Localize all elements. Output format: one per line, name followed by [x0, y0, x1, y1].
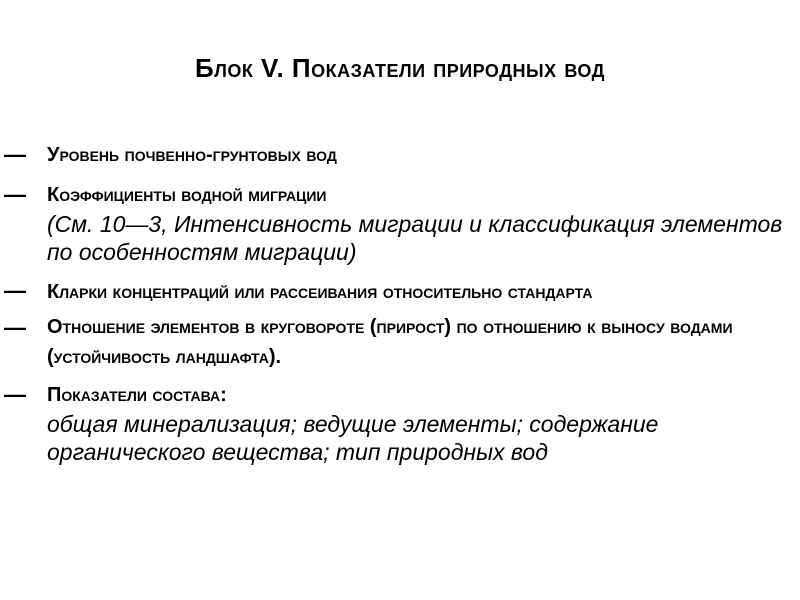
list-item — [0, 140, 800, 170]
bullet-list — [0, 140, 800, 474]
list-item — [0, 180, 800, 266]
item-heading: Коэффициенты водной миграции — [47, 184, 327, 206]
list-item — [0, 380, 800, 466]
list-item — [0, 312, 800, 372]
item-subtext: общая минерализация; ведущие элементы; содержание органического вещества; тип природных вод — [47, 411, 659, 465]
bullet-dash: — — [4, 278, 26, 303]
item-subtext: (См. 10—3, Интенсивность миграции и классификация элементов по особенностям миграции) — [47, 211, 783, 265]
bullet-dash: — — [4, 382, 26, 407]
item-heading: Показатели состава: — [47, 384, 227, 406]
bullet-dash: — — [4, 182, 26, 207]
bullet-dash: — — [4, 142, 26, 167]
item-heading: Отношение элементов в круговороте (прирост) по отношению к выносу водами (устойчивость ландшафта). — [47, 316, 733, 368]
item-heading: Уровень почвенно-грунтовых вод — [47, 144, 337, 166]
list-item — [0, 276, 800, 304]
bullet-dash: — — [4, 315, 26, 340]
item-heading: Кларки концентраций или рассеивания относительно стандарта — [47, 281, 593, 303]
slide-title: Блок V. Показатели природных вод — [195, 53, 605, 83]
